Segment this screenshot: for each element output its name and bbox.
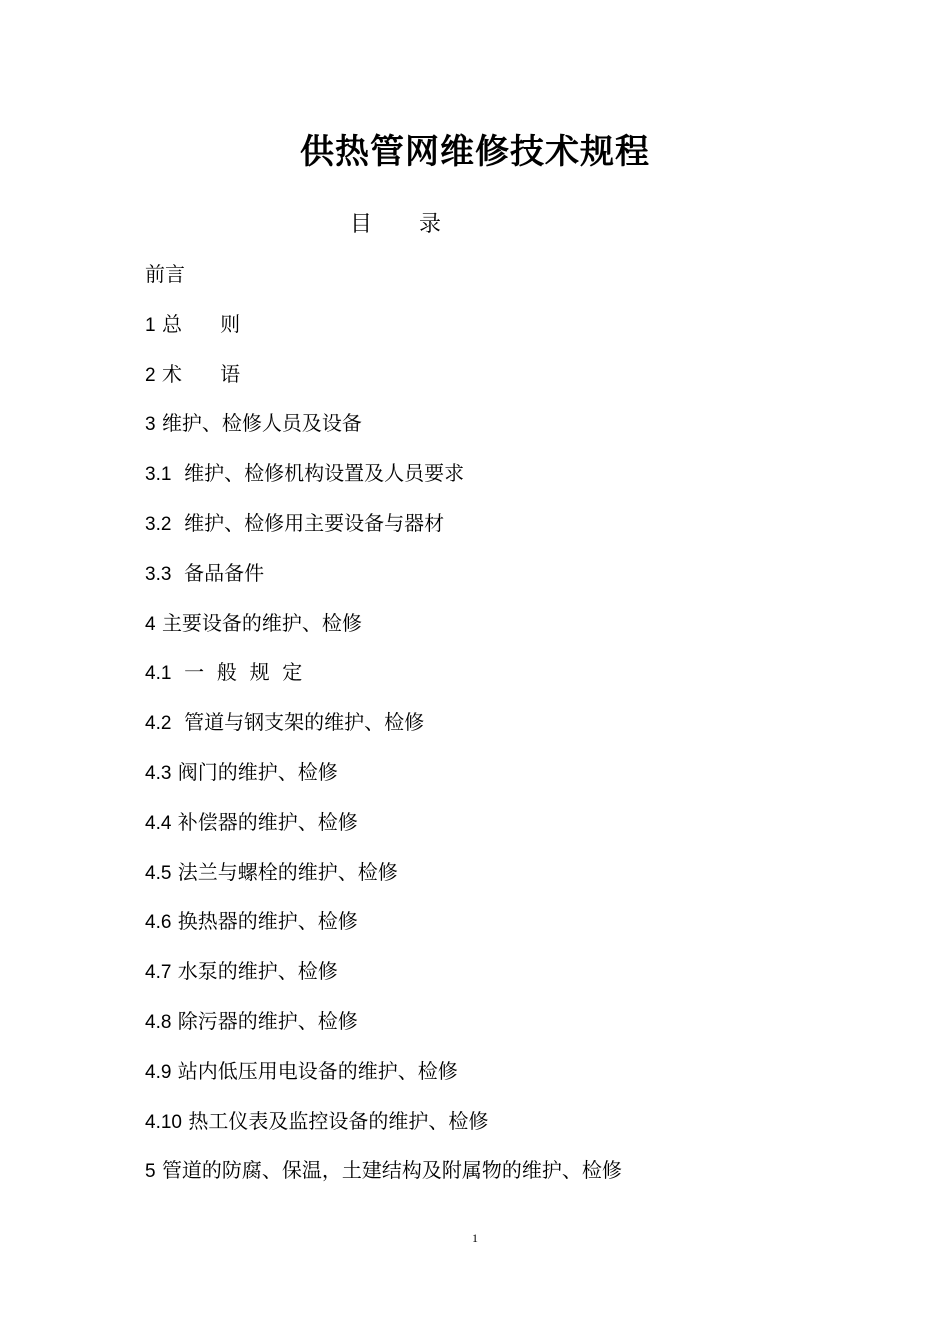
toc-entry — [145, 856, 865, 906]
toc-entry-number: 3.3 — [145, 563, 172, 585]
toc-entry-text: 热工仪表及监控设备的维护、检修 — [188, 1108, 489, 1133]
table-of-contents — [145, 258, 865, 1204]
toc-entry-text: 维护、检修人员及设备 — [161, 411, 362, 436]
toc-entry — [145, 308, 865, 358]
toc-entry — [145, 258, 865, 308]
toc-entry-number: 3.2 — [145, 513, 172, 535]
toc-entry — [145, 1055, 865, 1105]
toc-entry-text: 管道与钢支架的维护、检修 — [184, 710, 425, 735]
toc-entry-text: 备品备件 — [184, 560, 265, 585]
toc-entry — [145, 507, 865, 557]
toc-entry-number: 4.3 — [145, 762, 172, 784]
toc-entry — [145, 1005, 865, 1055]
toc-entry-text: 总 则 — [161, 311, 241, 336]
toc-entry-separator — [171, 660, 184, 684]
toc-entry-separator — [171, 710, 184, 734]
toc-entry — [145, 557, 865, 607]
toc-entry-number: 3.1 — [145, 464, 172, 486]
toc-entry-number: 5 — [145, 1161, 156, 1183]
toc-entry-number: 4.9 — [145, 1061, 172, 1083]
toc-entry-text: 管道的防腐、保温，土建结构及附属物的维护、检修 — [161, 1158, 622, 1183]
toc-entry — [145, 1105, 865, 1155]
toc-entry-text: 阀门的维护、检修 — [177, 759, 338, 784]
toc-entry-number: 4.6 — [145, 912, 172, 934]
toc-entry — [145, 955, 865, 1005]
toc-entry-number: 4.1 — [145, 663, 172, 685]
toc-entry-number: 4.4 — [145, 812, 172, 834]
document-title: 供热管网维修技术规程 — [300, 132, 650, 172]
toc-entry — [145, 656, 865, 706]
page-number: 1 — [472, 1231, 478, 1245]
toc-entry-number: 4.10 — [145, 1111, 182, 1133]
toc-entry-number: 4.8 — [145, 1011, 172, 1033]
toc-entry-separator — [171, 511, 184, 535]
toc-entry — [145, 1154, 865, 1204]
toc-entry-separator — [171, 461, 184, 485]
toc-entry-text: 一 般 规 定 — [184, 660, 303, 685]
toc-entry — [145, 607, 865, 657]
toc-entry-text: 术 语 — [161, 361, 241, 386]
toc-entry-text: 水泵的维护、检修 — [177, 959, 338, 984]
toc-entry — [145, 407, 865, 457]
toc-entry-text: 换热器的维护、检修 — [177, 909, 358, 934]
toc-entry-number: 4.7 — [145, 962, 172, 984]
toc-entry-number: 3 — [145, 414, 156, 436]
toc-entry-number: 4.5 — [145, 862, 172, 884]
toc-entry — [145, 358, 865, 408]
toc-heading: 目 录 — [350, 212, 461, 237]
toc-entry-separator — [171, 561, 184, 585]
toc-entry-number: 1 — [145, 314, 156, 336]
toc-entry-number: 4 — [145, 613, 156, 635]
toc-entry — [145, 706, 865, 756]
toc-entry-text: 补偿器的维护、检修 — [177, 809, 358, 834]
toc-entry-text: 维护、检修机构设置及人员要求 — [184, 461, 465, 486]
toc-entry-number: 4.2 — [145, 713, 172, 735]
toc-entry-text: 维护、检修用主要设备与器材 — [184, 510, 445, 535]
toc-entry — [145, 756, 865, 806]
toc-entry — [145, 806, 865, 856]
toc-entry-number: 2 — [145, 364, 156, 386]
toc-entry — [145, 457, 865, 507]
toc-entry-text: 站内低压用电设备的维护、检修 — [177, 1058, 458, 1083]
toc-entry-text: 主要设备的维护、检修 — [161, 610, 362, 635]
toc-entry-text: 前言 — [145, 262, 185, 286]
toc-entry-text: 法兰与螺栓的维护、检修 — [177, 859, 398, 884]
toc-entry — [145, 905, 865, 955]
toc-entry-text: 除污器的维护、检修 — [177, 1008, 358, 1033]
